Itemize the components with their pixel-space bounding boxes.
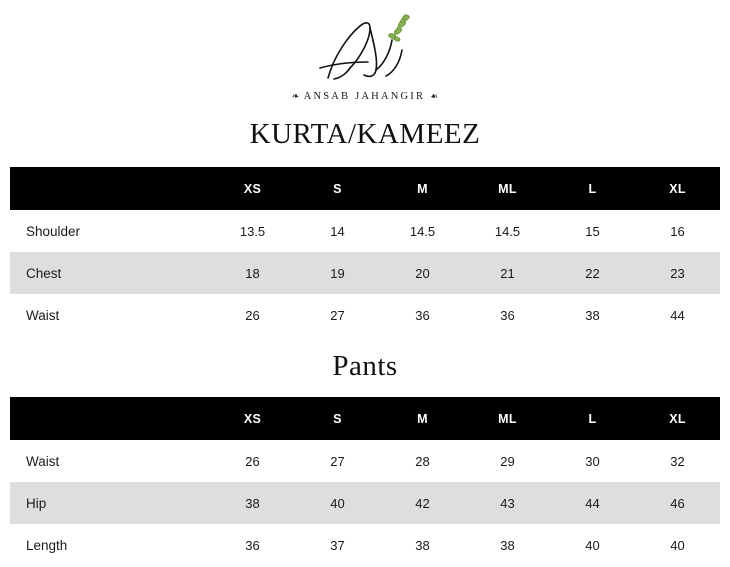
row-label-length: Length xyxy=(10,524,210,566)
flourish-right-icon: ☙ xyxy=(430,91,439,101)
cell-waist-xl: 44 xyxy=(635,294,720,336)
column-header-xl: XL xyxy=(635,397,720,440)
cell-chest-ml: 21 xyxy=(465,252,550,294)
table-row xyxy=(10,252,720,294)
table-row xyxy=(10,210,720,252)
cell-hip-ml: 43 xyxy=(465,482,550,524)
cell-waist-m: 28 xyxy=(380,440,465,482)
table-row xyxy=(10,294,720,336)
column-header-s: S xyxy=(295,167,380,210)
row-label-waist: Waist xyxy=(10,294,210,336)
cell-waist-xl: 32 xyxy=(635,440,720,482)
cell-hip-xl: 46 xyxy=(635,482,720,524)
pants-size-table xyxy=(10,397,720,566)
column-header-label xyxy=(10,397,210,440)
table-row xyxy=(10,440,720,482)
cell-shoulder-m: 14.5 xyxy=(380,210,465,252)
cell-chest-m: 20 xyxy=(380,252,465,294)
column-header-l: L xyxy=(550,397,635,440)
column-header-l: L xyxy=(550,167,635,210)
cell-hip-s: 40 xyxy=(295,482,380,524)
cell-length-l: 40 xyxy=(550,524,635,566)
cell-chest-l: 22 xyxy=(550,252,635,294)
column-header-s: S xyxy=(295,397,380,440)
cell-length-xl: 40 xyxy=(635,524,720,566)
row-label-hip: Hip xyxy=(10,482,210,524)
table-row xyxy=(10,524,720,566)
column-header-m: M xyxy=(380,397,465,440)
cell-length-xs: 36 xyxy=(210,524,295,566)
cell-hip-m: 42 xyxy=(380,482,465,524)
cell-hip-l: 44 xyxy=(550,482,635,524)
table-row xyxy=(10,482,720,524)
brand-name xyxy=(0,91,730,102)
cell-waist-s: 27 xyxy=(295,440,380,482)
cell-waist-l: 38 xyxy=(550,294,635,336)
table-header-row xyxy=(10,397,720,440)
cell-shoulder-ml: 14.5 xyxy=(465,210,550,252)
cell-shoulder-l: 15 xyxy=(550,210,635,252)
column-header-m: M xyxy=(380,167,465,210)
cell-shoulder-s: 14 xyxy=(295,210,380,252)
table-header-row xyxy=(10,167,720,210)
flourish-left-icon: ❧ xyxy=(291,91,300,101)
kurta-section-title: KURTA/KAMEEZ xyxy=(249,118,481,150)
row-label-shoulder: Shoulder xyxy=(10,210,210,252)
cell-length-m: 38 xyxy=(380,524,465,566)
column-header-ml: ML xyxy=(465,397,550,440)
cell-hip-xs: 38 xyxy=(210,482,295,524)
cell-chest-s: 19 xyxy=(295,252,380,294)
cell-waist-xs: 26 xyxy=(210,440,295,482)
cell-waist-m: 36 xyxy=(380,294,465,336)
ansab-jahangir-monogram-icon xyxy=(290,10,440,84)
cell-waist-ml: 36 xyxy=(465,294,550,336)
row-label-waist: Waist xyxy=(10,440,210,482)
cell-waist-s: 27 xyxy=(295,294,380,336)
cell-shoulder-xl: 16 xyxy=(635,210,720,252)
row-label-chest: Chest xyxy=(10,252,210,294)
cell-waist-ml: 29 xyxy=(465,440,550,482)
cell-shoulder-xs: 13.5 xyxy=(210,210,295,252)
column-header-ml: ML xyxy=(465,167,550,210)
cell-waist-l: 30 xyxy=(550,440,635,482)
cell-chest-xl: 23 xyxy=(635,252,720,294)
cell-length-ml: 38 xyxy=(465,524,550,566)
column-header-xl: XL xyxy=(635,167,720,210)
brand-logo-block xyxy=(0,0,730,102)
pants-section-title: Pants xyxy=(332,350,398,382)
cell-waist-xs: 26 xyxy=(210,294,295,336)
column-header-xs: XS xyxy=(210,167,295,210)
brand-name-text: ANSAB JAHANGIR xyxy=(303,91,426,102)
column-header-xs: XS xyxy=(210,397,295,440)
column-header-label xyxy=(10,167,210,210)
cell-chest-xs: 18 xyxy=(210,252,295,294)
cell-length-s: 37 xyxy=(295,524,380,566)
kurta-size-table xyxy=(10,167,720,336)
